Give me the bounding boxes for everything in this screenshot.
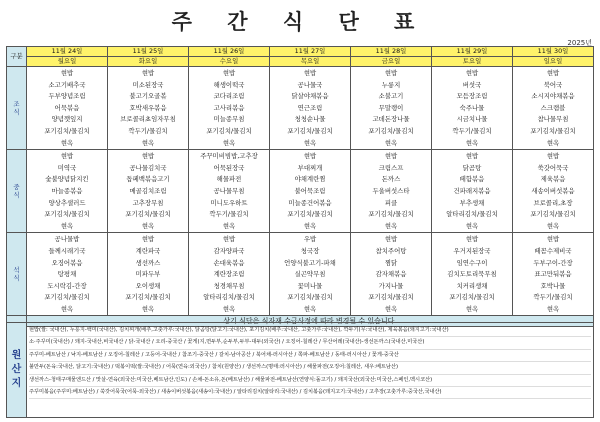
origin-label-char: 지 — [11, 378, 22, 389]
menu-item: 모듬장조림 — [456, 92, 488, 101]
menu-item: 우밥 — [303, 235, 317, 244]
menu-item: 코다리조림 — [213, 92, 245, 101]
menu-item: 야채계란찜 — [294, 175, 326, 184]
menu-item: 현옥 — [465, 138, 479, 147]
menu-item: 표고만둬볶음 — [534, 270, 572, 279]
menu-item: 현옥 — [60, 304, 74, 313]
menu-item: 현밥 — [303, 69, 317, 77]
menu-item: 포기김치/물김치 — [44, 126, 90, 135]
menu-item: 공나물무침 — [213, 186, 245, 195]
menu-item: 소고기배추국 — [48, 80, 86, 89]
menu-item: 현옥 — [384, 221, 398, 230]
meal-label-char: 중 — [13, 182, 20, 191]
day-weekday: 금요일 — [351, 57, 432, 67]
menu-item: 포기김치/물김치 — [449, 293, 495, 302]
menu-item: 감자채볶음 — [375, 270, 407, 279]
origin-line: 불만두(돈육:국내산, 닭고기:국내산) / 떡볶이떡(쌀:국내산) / 어묵(연육:외국산) / 참치(원양산) / 생선까스(명태:러시아산) / 해물파전(오징어:칠레산, 새우:베트남산) — [29, 362, 591, 374]
menu-item: 무말랭이 — [378, 103, 404, 112]
page-title: 주 간 식 단 표 — [171, 9, 429, 34]
menu-cell — [351, 233, 432, 316]
menu-item: 현옥 — [141, 221, 155, 230]
menu-cell — [270, 233, 351, 316]
menu-cell — [270, 67, 351, 150]
menu-cell — [189, 150, 270, 233]
menu-item: 참치주어탕 — [375, 246, 407, 255]
menu-item: 미파두부 — [135, 270, 161, 279]
lunch-row — [7, 150, 594, 233]
menu-item: 현밥 — [303, 152, 317, 161]
origin-line: 소·주꾸미(국내산) / 돼지-국내산,비국내산 / 닭-국내산 / 오리-중국산 / 꽃게(지,면두부,순두부,두부-대두(외국산) / 오징어-칠레산 / 무산어레(국내산)-생선돈까스(국내산,미국산) — [29, 337, 591, 349]
day-date: 11월 28일 — [351, 47, 432, 57]
menu-item: 손대육볶음 — [213, 258, 245, 267]
menu-item: 가지나물 — [378, 281, 404, 290]
menu-cell — [513, 233, 594, 316]
menu-item: 현옥 — [546, 221, 560, 230]
menu-cell — [513, 67, 594, 150]
menu-item: 소불고기 — [378, 92, 404, 101]
menu-item: 부추생채 — [459, 198, 485, 207]
menu-item: 포기김치/물김치 — [287, 210, 333, 219]
menu-item: 불고기오골볶 — [129, 92, 167, 101]
menu-item: 알타리김치/물김치 — [203, 293, 255, 302]
menu-item: 숯불양념닭지킨 — [45, 175, 89, 184]
menu-item: 현밥 — [141, 235, 155, 244]
menu-item: 버섯국 — [462, 80, 482, 89]
menu-item: 공나물김치국 — [129, 163, 167, 172]
menu-item: 어묵된장국 — [213, 163, 245, 172]
menu-item: 불어묵조림 — [294, 186, 326, 195]
menu-item: 도시락김-간장 — [47, 281, 87, 290]
menu-item: 해물파전 — [216, 175, 242, 184]
menu-item: 현밥 — [465, 69, 479, 77]
menu-item: 현옥 — [222, 138, 236, 147]
menu-cell — [270, 150, 351, 233]
menu-item: 감자양파국 — [213, 246, 245, 255]
menu-cell — [432, 150, 513, 233]
menu-item: 참나물무침 — [537, 115, 569, 124]
menu-item: 돈까스 — [381, 175, 401, 184]
menu-item: 현옥 — [384, 138, 398, 147]
menu-item: 생선까스 — [135, 258, 161, 267]
origin-line: 현밥(쌀: 국내산), 누룽지-백미(국내산), 김치찌개(배추,고춧가루:국내산), 닭곰탕(닭고기:국내산), 포기김치(배추:국내산, 고춧가루:국내산), 깍두기(무:국내산), 제육볶음(돼지고기:국내산) — [29, 325, 591, 337]
day-weekday: 월요일 — [27, 57, 108, 67]
menu-item: 현밥 — [465, 152, 479, 161]
menu-item: 새송이버섯볶음 — [531, 186, 575, 195]
day-date: 11월 30일 — [513, 47, 594, 57]
meal-label-char: 조 — [13, 99, 20, 108]
menu-item: 현옥 — [222, 304, 236, 313]
menu-item: 현밥 — [60, 69, 74, 77]
menu-item: 알타리김치/물김치 — [446, 210, 498, 219]
menu-item: 깍두기/물김치 — [452, 126, 492, 135]
dinner-label — [7, 233, 27, 316]
menu-item: 미소된장국 — [132, 80, 164, 89]
origin-line: 주꾸미-베트남산 / 낙지-베트남산 / 오징어-칠레산 / 고등어-국내산 / 참조기-중국산 / 갈치-남아공산 / 북어채-러시아산 / 쪽파-베트남산 / 동태-러시아산 / 꽃게-중국산 — [29, 350, 591, 362]
menu-item: 양념깻잎지 — [51, 115, 83, 124]
menu-cell — [351, 150, 432, 233]
menu-item: 현밥 — [60, 152, 74, 161]
menu-item: 연근조림 — [297, 103, 323, 112]
menu-item: 현밥 — [222, 235, 236, 244]
breakfast-row — [7, 67, 594, 150]
menu-item: 현옥 — [303, 221, 317, 230]
menu-item: 치커리생채 — [456, 281, 488, 290]
menu-item: 스크램블 — [540, 103, 566, 112]
menu-cell — [108, 233, 189, 316]
menu-item: 언양식불고기-파채 — [284, 258, 336, 267]
day-weekday: 목요일 — [270, 57, 351, 67]
meal-label-char: 식 — [13, 191, 20, 200]
menu-item: 두부구이-간장 — [533, 258, 573, 267]
menu-item: 찜닭 — [384, 258, 398, 267]
breakfast-label — [7, 67, 27, 150]
menu-item: 포기김치/물김치 — [206, 126, 252, 135]
menu-item: 현밥 — [465, 235, 479, 244]
menu-item: 현옥 — [465, 304, 479, 313]
lunch-label — [7, 150, 27, 233]
menu-item: 양상추샐러드 — [48, 198, 86, 207]
year-label: 2025년 — [567, 39, 592, 47]
menu-item: 호박나물 — [540, 281, 566, 290]
day-weekday: 화요일 — [108, 57, 189, 67]
menu-cell — [108, 67, 189, 150]
menu-item: 현밥 — [141, 69, 155, 77]
menu-item: 누룽지 — [381, 80, 401, 89]
menu-item: 들께시래기국 — [48, 246, 86, 255]
menu-item: 현밥 — [546, 69, 560, 77]
origin-line: 생선까스-청태구매물엔드산 / 맛살-연육(외국산:미국산,베트남산,인도) / 손채-돈소유,돈(베트남산) / 해물파전-베트남산(연양식:돌고기) / 돼지국산(외국산:미국산,스페인,멕시코산) — [29, 375, 591, 387]
menu-item: 미늘종무침 — [213, 115, 245, 124]
menu-item: 현옥 — [303, 138, 317, 147]
gubun-cell: 구분 — [7, 47, 27, 67]
menu-item: 오징어볶음 — [51, 258, 83, 267]
menu-item: 브로콜리쵸임자무침 — [120, 115, 176, 124]
menu-item: 포기김치/물김치 — [530, 210, 576, 219]
menu-item: 미니도우하트 — [210, 198, 248, 207]
notice: 상기 식단은 식자재 수급사정에 따라 변경될 수 있습니다. — [27, 316, 594, 327]
menu-item: 떼함볶음 — [459, 175, 485, 184]
dinner-row — [7, 233, 594, 316]
menu-cell — [513, 150, 594, 233]
menu-item: 우거지된장국 — [453, 246, 491, 255]
menu-item: 현옥 — [141, 138, 155, 147]
menu-item: 깍두기/물김치 — [128, 126, 168, 135]
menu-item: 닭곰탕 — [462, 163, 482, 172]
menu-item: 메골김치조림 — [129, 186, 167, 195]
menu-item: 현옥 — [384, 304, 398, 313]
menu-item: 포기김치/물김치 — [44, 293, 90, 302]
menu-cell — [27, 150, 108, 233]
menu-item: 시금치나물 — [456, 115, 488, 124]
menu-item: 포기김치/물김치 — [530, 126, 576, 135]
menu-item: 현옥 — [222, 221, 236, 230]
menu-item: 청국장 — [300, 246, 320, 255]
menu-item: 현밥 — [384, 235, 398, 244]
menu-item: 현옥 — [546, 304, 560, 313]
menu-item: 미역국 — [57, 163, 77, 172]
menu-item: 포기김치/물김치 — [287, 126, 333, 135]
day-date: 11월 26일 — [189, 47, 270, 57]
meal-label-char: 식 — [13, 274, 20, 283]
menu-item: 현밥 — [141, 152, 155, 161]
menu-cell — [27, 233, 108, 316]
menu-item: 공나물국 — [297, 80, 323, 89]
menu-item: 청청순나물 — [294, 115, 326, 124]
menu-item: 깍두기/물김치 — [209, 210, 249, 219]
menu-item: 오이생채 — [135, 281, 161, 290]
origin-line: 주꾸미볶음(주꾸미:베트남산) / 쑥갓어묵국(어묵-외국산) / 새송이버섯볶음(새송이:국내산) / 알타리김치(알타리:국내산) / 김치볶음(돼지고기:국내산) / 고추장(고춧가루:중국산,국내산) — [29, 387, 591, 399]
menu-cell — [432, 233, 513, 316]
menu-cell — [189, 233, 270, 316]
menu-item: 미늘종건어볶음 — [288, 198, 332, 207]
menu-item: 현옥 — [141, 304, 155, 313]
menu-item: 포기김치/물김치 — [368, 210, 414, 219]
menu-item: 청경채무침 — [213, 281, 245, 290]
menu-item: 닭살야채볶음 — [291, 92, 329, 101]
menu-item: 소시지야채볶음 — [531, 92, 575, 101]
menu-item: 두울버섯스타 — [372, 186, 410, 195]
menu-item: 현밥 — [384, 152, 398, 161]
menu-item: 포기김치/물김치 — [368, 293, 414, 302]
menu-item: 제육볶음 — [540, 175, 566, 184]
menu-item: 떼꼼수제비국 — [534, 246, 572, 255]
menu-item: 고사리볶음 — [213, 103, 245, 112]
menu-item: 돕페백볶음고기 — [126, 175, 170, 184]
origin-label — [7, 323, 27, 417]
menu-item: 마늘종볶음 — [51, 186, 83, 195]
meal-label-char: 식 — [13, 108, 20, 117]
menu-item: 현밥 — [546, 235, 560, 244]
menu-item: 고데돈장나물 — [372, 115, 410, 124]
menu-item: 피클 — [384, 198, 398, 207]
origin-label-char: 산 — [11, 364, 22, 375]
menu-item: 포기김치/물김치 — [287, 293, 333, 302]
menu-item: 주꾸미비빔밥,고추장 — [200, 152, 258, 161]
day-weekday: 일요일 — [513, 57, 594, 67]
menu-item: 실곤약무침 — [294, 270, 326, 279]
menu-item: 탕평채 — [57, 270, 77, 279]
menu-item: 현밥 — [546, 152, 560, 161]
origin-section — [6, 322, 594, 418]
menu-item: 현옥 — [546, 138, 560, 147]
menu-item: 현옥 — [303, 304, 317, 313]
menu-item: 현밥 — [384, 69, 398, 77]
origin-lines — [29, 325, 591, 399]
menu-item: 두부양념조림 — [48, 92, 86, 101]
origin-label-char: 원 — [11, 350, 22, 361]
menu-cell — [27, 67, 108, 150]
menu-item: 계란파국 — [135, 246, 161, 255]
menu-cell — [351, 67, 432, 150]
menu-item: 포기김치/물김치 — [44, 210, 90, 219]
menu-item: 깍두기/물김치 — [533, 293, 573, 302]
day-weekday: 수요일 — [189, 57, 270, 67]
menu-item: 북어국 — [543, 80, 563, 89]
menu-cell — [432, 67, 513, 150]
menu-item: 쑥갓어묵국 — [537, 163, 569, 172]
weekly-menu-table — [6, 46, 594, 327]
day-date: 11월 25일 — [108, 47, 189, 57]
day-date: 11월 29일 — [432, 47, 513, 57]
menu-item: 건파래지볶음 — [453, 186, 491, 195]
menu-item: 현밥 — [222, 69, 236, 77]
day-date: 11월 24일 — [27, 47, 108, 57]
menu-item: 부대찌개 — [297, 163, 323, 172]
meal-label-char: 석 — [13, 265, 20, 274]
menu-item: 현옥 — [465, 221, 479, 230]
menu-item: 포기김치/물김치 — [125, 210, 171, 219]
day-date: 11월 27일 — [270, 47, 351, 57]
menu-item: 브로콜리,초장 — [533, 198, 573, 207]
menu-item: 어묵볶음 — [54, 103, 80, 112]
menu-item: 포기김치/물김치 — [125, 293, 171, 302]
menu-item: 현옥 — [60, 138, 74, 147]
menu-item: 크림스프 — [378, 163, 404, 172]
menu-cell — [108, 150, 189, 233]
menu-item: 임연수구이 — [456, 258, 488, 267]
menu-cell — [189, 67, 270, 150]
day-weekday: 토요일 — [432, 57, 513, 67]
menu-item: 호박새우볶음 — [129, 103, 167, 112]
menu-item: 공나물밥 — [54, 235, 80, 244]
menu-item: 해생이떡국 — [213, 80, 245, 89]
menu-item: 꽃미나물 — [297, 281, 323, 290]
menu-item: 고추장무침 — [132, 198, 164, 207]
menu-item: 현옥 — [60, 221, 74, 230]
menu-item: 김치도토리묵무침 — [447, 270, 497, 279]
menu-item: 숙주나물 — [459, 103, 485, 112]
menu-item: 계란장조림 — [213, 270, 245, 279]
menu-item: 포기김치/물김치 — [368, 126, 414, 135]
